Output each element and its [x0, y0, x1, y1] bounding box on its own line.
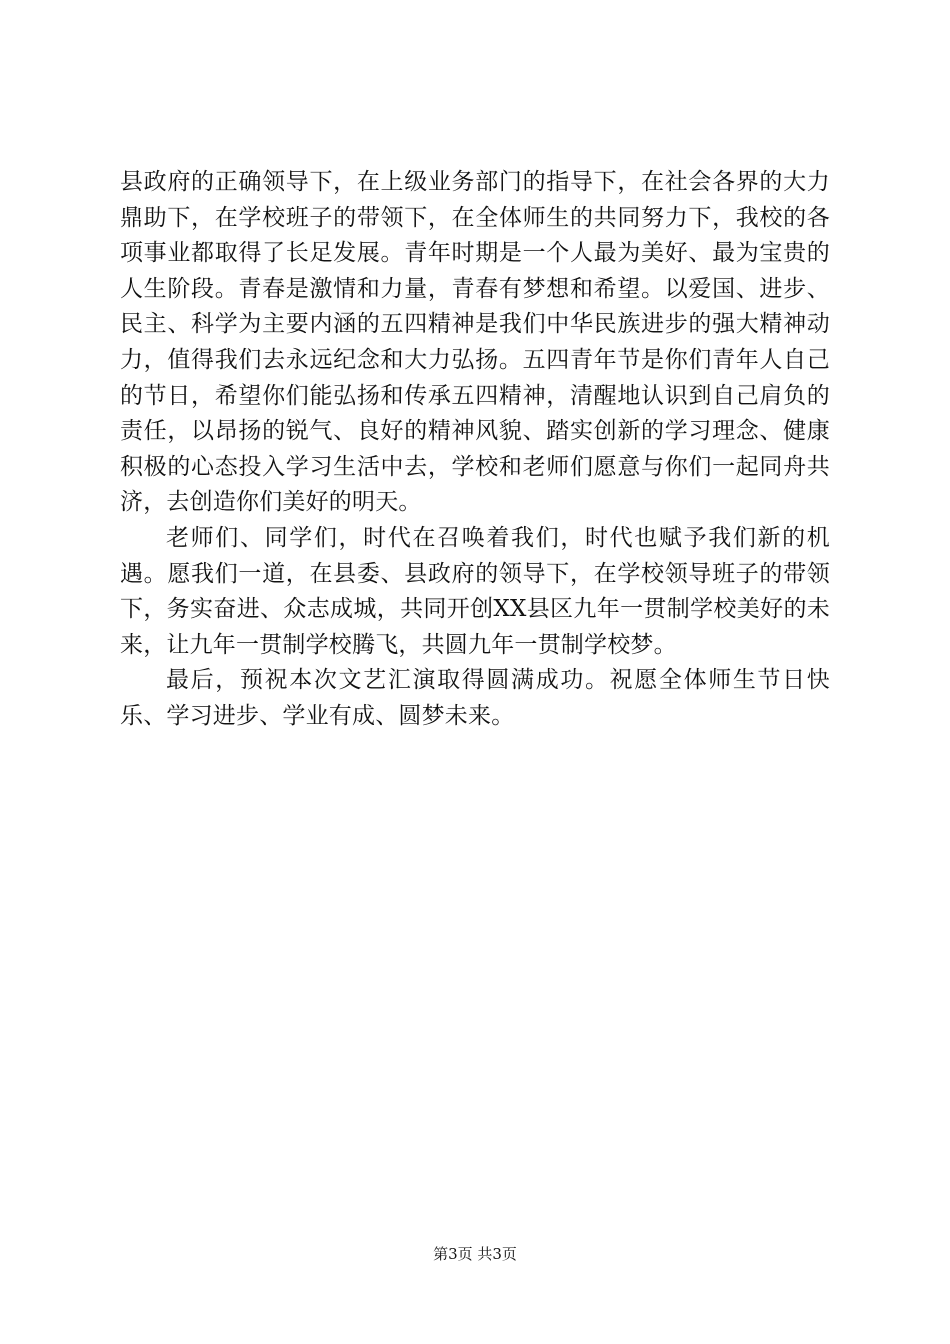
paragraph-closing-wishes: 最后，预祝本次文艺汇演取得圆满成功。祝愿全体师生节日快乐、学习进步、学业有成、圆梦未来。 [120, 667, 830, 729]
paragraph-call-to-action: 老师们、同学们，时代在召唤着我们，时代也赋予我们新的机遇。愿我们一道，在县委、县政府的领导下，在学校领导班子的带领下，务实奋进、众志成城，共同开创XX县区九年一贯制学校美好的未来，让九年一贯制学校腾飞，共圆九年一贯制学校梦。 [120, 524, 830, 658]
document-body [120, 165, 830, 735]
paragraph-continuation: 县政府的正确领导下，在上级业务部门的指导下，在社会各界的大力鼎助下，在学校班子的带领下，在全体师生的共同努力下，我校的各项事业都取得了长足发展。青年时期是一个人最为美好、最为宝贵的人生阶段。青春是激情和力量，青春有梦想和希望。以爱国、进步、民主、科学为主要内涵的五四精神是我们中华民族进步的强大精神动力，值得我们去永远纪念和大力弘扬。五四青年节是你们青年人自己的节日，希望你们能弘扬和传承五四精神，清醒地认识到自己肩负的责任，以昂扬的锐气、良好的精神风貌、踏实创新的学习理念、健康积极的心态投入学习生活中去，学校和老师们愿意与你们一起同舟共济，去创造你们美好的明天。 [120, 169, 830, 516]
page-number-footer: 第3页 共3页 [433, 1245, 517, 1263]
